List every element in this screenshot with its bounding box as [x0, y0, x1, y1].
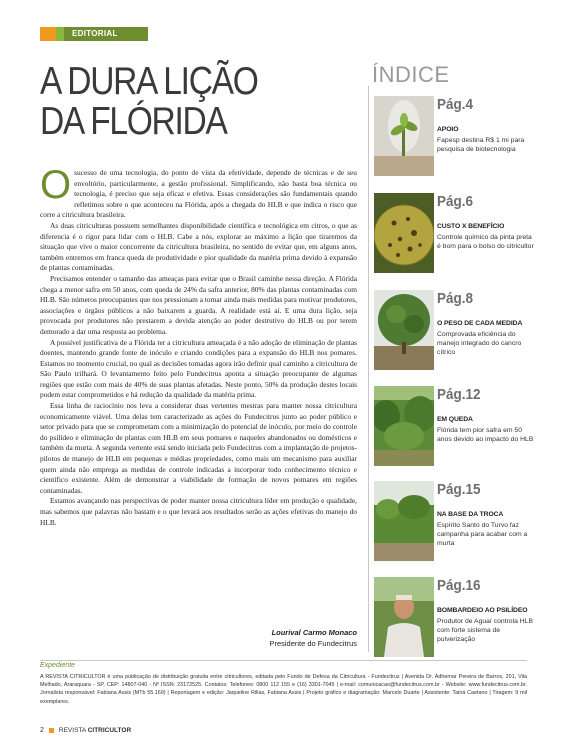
paragraph-text: sucesso de uma tecnologia, do ponto de vista da efetividade, depende de técnicas e de seu envoltório, particularmente, a gestão profissional. Simplificando, não basta boa técnica ou tecnologia, é preciso que seja eficaz e efetiva. Essas considerações são fundamentais quando refletimos sobre o que aconteceu na Flórida, após a chegada do HLB e que indica o risco que corre a citricultura brasileira.	[40, 168, 357, 220]
magazine-title: CITRICULTOR	[87, 727, 132, 734]
spotted-fruit-photo-icon	[374, 193, 434, 273]
index-heading: O PESO DE CADA MEDIDA	[437, 320, 523, 327]
seedling-photo-icon	[374, 96, 434, 176]
index-description: Controle químico da pinta preta é bom para o bolso do citricultor	[437, 234, 534, 250]
index-page: Pág.6	[437, 193, 474, 210]
hedge-photo-icon	[374, 481, 434, 561]
article-paragraph-3: Precisamos entender o tamanho das ameaças para evitar que o Brasil caminhe nessa direção. A Flórida chega a menor safra em 50 anos, com queda de 24% da safra anterior, 80% das plantas contaminadas com HLB. São números preocupantes que nos pressionam a tomar ainda mais medidas para motivar produtores, associações e órgãos públicos a não baixarem a guarda. A realidade está aí. E uma dura lição, seja provocada por produtores não prestarem a devida atenção ao poder destrutivo do HLB ou por terem demorado a dar uma resposta ao problema.	[40, 273, 357, 336]
page-title	[40, 62, 298, 142]
signature	[240, 627, 357, 649]
tag-orange-block	[40, 27, 56, 41]
orchard-photo-icon	[374, 386, 434, 466]
orange-square-icon	[49, 728, 54, 733]
index-title: ÍNDICE	[372, 62, 450, 87]
index-description: Comprovada eficiência do manejo integrado do cancro cítrico	[437, 331, 522, 356]
page-footer	[40, 727, 131, 734]
signature-role: Presidente do Fundecitrus	[269, 639, 357, 648]
index-page: Pág.12	[437, 386, 481, 403]
footer-divider	[40, 660, 527, 661]
drop-cap: O	[40, 163, 72, 207]
article-paragraph-5: Essa linha de raciocínio nos leva a considerar duas vertentes mestras para manter nossa citricultura economicamente viável. Uma delas tem caracterizado as ações do Fundecitrus junto ao poder público e setor privado para que se comprometam com a minimização do potencial de inóculo, por meio do controle do psilídeo e eliminação de plantas com HLB em seus pomares e naqueles abandonados ou domésticos e também da murta. A segunda vertente está sendo iniciada pelo Fundecitrus com a implantação de projetos-pilotos de manejo de HLB em pequenas e médias propriedades, como mais um mecanismo para auxiliar quem ainda não emprega as medidas de controle indicadas a incorporar todo conhecimento técnico e científico existente. Além de demonstrar a viabilidade de formação de novos pomares em regiões contaminadas.	[40, 401, 357, 495]
farmer-photo-icon	[374, 577, 434, 657]
tag-green-block	[56, 27, 64, 41]
expediente-text: A REVISTA CITRICULTOR é uma publicação de distribuição gratuita entre citricultores, editada pelo Fundo de Defesa da Citricultura - Fundecitrus | Avenida Dr. Adhemar Pereira de Barros, 201, Vila Melhado, Araraquara - SP, CEP: 14807-040 - Nº ISSN: 23172525. Contatos: Telefones: 0800 112 155 e (16) 3301-7045 | e-mail: comunicacao@fundecitrus.com.br - Website: www.fundecitrus.com.br. Jornalista responsável: Fabiana Assis (MTb 55.169) | Reportagem e edição: Jaqueline Rillas, Fabiana Assis | Projeto gráfico e diagramação: Marcelo Duarte | Assistente: Tainá Caetano | Tiragem: 9 mil exemplares.	[40, 674, 527, 705]
magazine-name	[59, 727, 131, 734]
title-line-1: A DURA LIÇÃO	[40, 60, 258, 103]
column-divider	[368, 86, 369, 652]
article-paragraph-2: As duas citriculturas possuem semelhantes disponibilidade científica e tecnológica em citros, o que as diferencia é o rigor para lidar com o HLB. Cabe a nós, explorar ao máximo a lição que tiraremos da situação que vive o maior concorrente da citricultura brasileira, no sentido de evitar que, em alguns anos, também entremos em franca queda de produtividade e pior qualidade da matéria prima devido à expansão de plantas contaminadas.	[40, 220, 357, 273]
index-description: Flórida tem pior safra em 50 anos devido ao impacto do HLB	[437, 427, 534, 443]
expediente-label: Expediente	[40, 662, 76, 669]
page-number: 2	[40, 727, 44, 734]
index-page: Pág.4	[437, 96, 474, 113]
section-label: EDITORIAL	[64, 27, 148, 41]
index-page: Pág.8	[437, 290, 474, 307]
index-heading: NA BASE DA TROCA	[437, 511, 504, 518]
article-paragraph-1	[40, 163, 357, 221]
section-tag	[40, 27, 148, 41]
index-page: Pág.15	[437, 481, 481, 498]
magazine-prefix: REVISTA	[58, 727, 86, 734]
index-description: Fapesp destina R$ 1 mi para pesquisa de biotecnologia	[437, 137, 525, 153]
index-heading: BOMBARDEIO AO PSILÍDEO	[437, 607, 528, 614]
index-description: Produtor de Aguaí controla HLB com forte sistema de pulverização	[437, 618, 533, 643]
tree-photo-icon	[374, 290, 434, 370]
index-page: Pág.16	[437, 577, 481, 594]
index-heading: CUSTO X BENEFÍCIO	[437, 223, 505, 230]
article-paragraph-6: Estamos avançando nas perspectivas de poder manter nossa citricultura líder em produção e qualidade, mas sabemos que palavras não bastam e o que levará aos resultados serão as ações efetivas do manejo do HLB.	[40, 496, 357, 527]
editorial-article	[40, 163, 357, 528]
index-description: Espírito Santo do Turvo faz campanha para acabar com a murta	[437, 522, 528, 547]
article-paragraph-4: A possível justificativa de a Flórida ter a citricultura ameaçada é a não adoção de eliminação de plantas doentes, mantendo grande fonte de inóculo e criando condições para a expansão do HLB nos pomares. Estamos no momento crucial, no qual as decisões tomadas agora irão definir qual caminho a citricultura de São Paulo trilhará. O levantamento feito pelo Fundecitrus aponta a situação preocupante de algumas regiões que estão com mais de 40% de suas plantas afetadas. Neste ponto, 50% da produção destes locais podem estar comprometidos e há redução da qualidade da matéria prima.	[40, 337, 357, 400]
index-heading: APOIO	[437, 126, 459, 133]
signature-name: Lourival Carmo Monaco	[271, 628, 357, 637]
index-heading: EM QUEDA	[437, 416, 473, 423]
title-line-2: DA FLÓRIDA	[40, 100, 227, 143]
